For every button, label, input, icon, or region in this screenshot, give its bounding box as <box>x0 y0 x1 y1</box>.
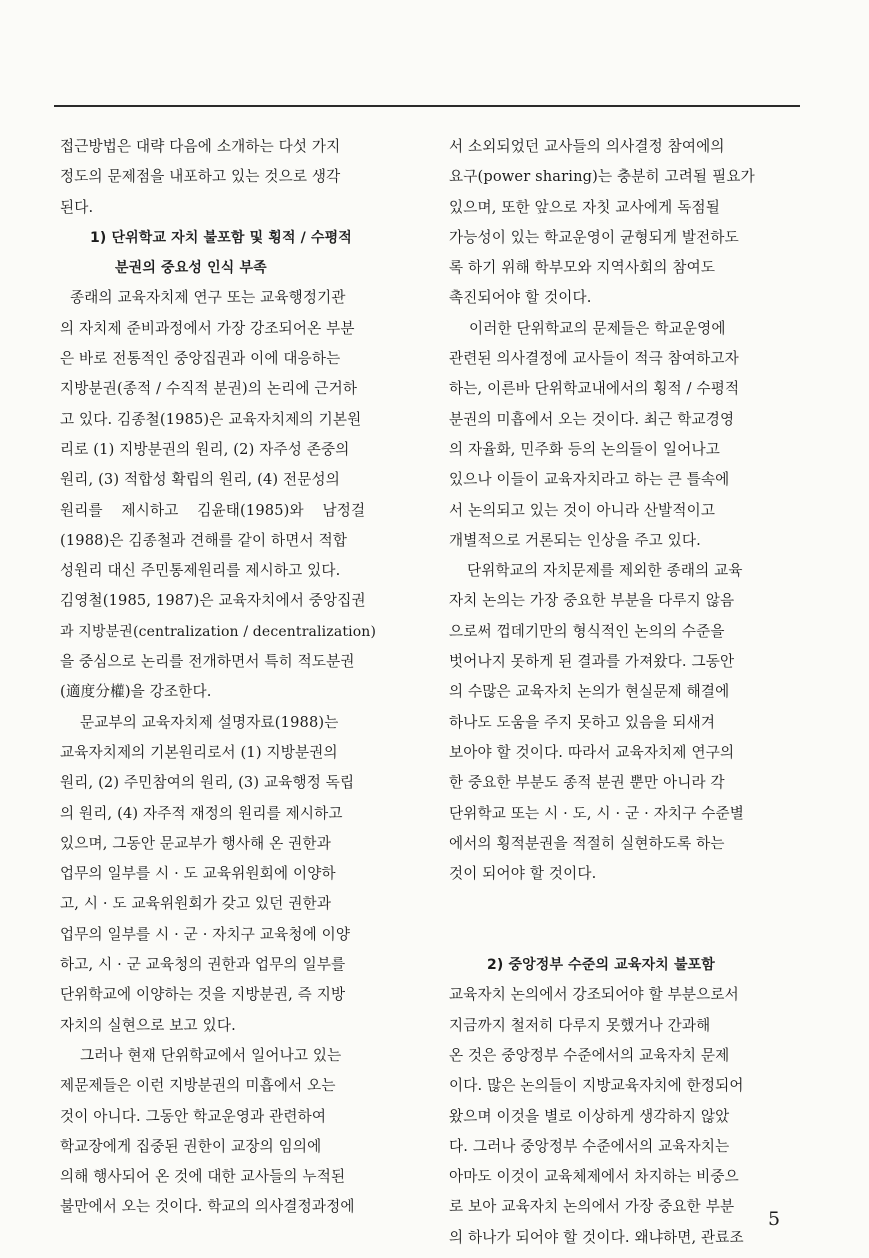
text-line: 있으나 이들이 교육자치라고 하는 큰 틀속에 <box>449 471 730 489</box>
text-line: 자치 논의는 가장 중요한 부분을 다루지 않음 <box>449 592 735 610</box>
paragraph-start: 종래의 교육자치제 연구 또는 교육행정기관 <box>70 289 346 307</box>
section-gap <box>449 889 801 919</box>
text-line: 과 지방분권(centralization / decentralization) <box>60 623 377 640</box>
text-line: 리로 (1) 지방분권의 원리, (2) 자주성 존중의 <box>60 440 350 458</box>
text-line: 업무의 일부를 시 · 군 · 자치구 교육청에 이양 <box>60 925 351 943</box>
text-line: 서 소외되었던 교사들의 의사결정 참여에의 <box>449 138 725 155</box>
text-line: 왔으며 이것을 별로 이상하게 생각하지 않았 <box>449 1107 730 1125</box>
text-line: 분권의 미흡에서 오는 것이다. 최근 학교경영 <box>449 410 735 428</box>
paragraph-start: 이러한 단위학교의 문제들은 학교운영에 <box>469 319 726 337</box>
text-line: 있으며, 또한 앞으로 자칫 교사에게 독점될 <box>449 198 720 216</box>
text-line: 의 원리, (4) 자주적 재정의 원리를 제시하고 <box>60 804 343 822</box>
text-line: 의해 행사되어 온 것에 대한 교사들의 누적된 <box>60 1168 346 1186</box>
text-line: (1988)은 김종철과 견해를 같이 하면서 적합 <box>60 531 348 549</box>
text-line: 김영철(1985, 1987)은 교육자치에서 중앙집권 <box>60 592 366 610</box>
left-column <box>60 132 412 1223</box>
text-line: 개별적으로 거론되는 인상을 주고 있다. <box>449 531 701 549</box>
text-line: 관련된 의사결정에 교사들이 적극 참여하고자 <box>449 350 739 368</box>
text-line: 것이 아니다. 그동안 학교운영과 관련하여 <box>60 1107 327 1125</box>
text-line: 의 자치제 준비과정에서 가장 강조되어온 부분 <box>60 319 355 337</box>
text-line: 단위학교에 이양하는 것을 지방분권, 즉 지방 <box>60 986 346 1004</box>
right-column <box>449 132 801 1253</box>
text-line: 아마도 이것이 교육체제에서 차지하는 비중으 <box>449 1168 739 1186</box>
section-heading: 분권의 중요성 인식 부족 <box>115 260 267 277</box>
text-line: 자치의 실현으로 보고 있다. <box>60 1016 236 1034</box>
text-line: 있으며, 그동안 문교부가 행사해 온 권한과 <box>60 834 331 852</box>
text-line: 원리를 제시하고 김윤태(1985)와 남정걸 <box>60 501 366 519</box>
section-heading: 2) 중앙정부 수준의 교육자치 불포함 <box>487 957 715 974</box>
text-line: 요구(power sharing)는 충분히 고려될 필요가 <box>449 168 755 186</box>
text-line: 불만에서 오는 것이다. 학교의 의사결정과정에 <box>60 1198 355 1216</box>
text-line: 고, 시 · 도 교육위원회가 갖고 있던 권한과 <box>60 895 332 913</box>
text-line: 로 보아 교육자치 논의에서 가장 중요한 부분 <box>449 1198 735 1216</box>
text-line: 정도의 문제점을 내포하고 있는 것으로 생각 <box>60 168 341 186</box>
text-line: 으로써 껍데기만의 형식적인 논의의 수준을 <box>449 622 725 640</box>
header-rule <box>54 105 800 107</box>
text-line: 지금까지 철저히 다루지 못했거나 간과해 <box>449 1016 711 1034</box>
text-line: 원리, (3) 적합성 확립의 원리, (4) 전문성의 <box>60 471 341 489</box>
text-line: 에서의 횡적분권을 적절히 실현하도록 하는 <box>449 834 725 852</box>
text-line: 교육자치 논의에서 강조되어야 할 부분으로서 <box>449 986 739 1004</box>
text-line: 것이 되어야 할 것이다. <box>449 865 597 883</box>
text-line: 촉진되어야 할 것이다. <box>449 289 592 307</box>
text-line: 성원리 대신 주민통제원리를 제시하고 있다. <box>60 562 341 580</box>
text-line: 한 중요한 부분도 종적 분권 뿐만 아니라 각 <box>449 774 725 792</box>
text-line: 교육자치제의 기본원리로서 (1) 지방분권의 <box>60 743 338 761</box>
text-line: 업무의 일부를 시 · 도 교육위원회에 이양하 <box>60 865 336 883</box>
text-line: 의 수많은 교육자치 논의가 현실문제 해결에 <box>449 683 730 701</box>
text-line: 벗어나지 못하게 된 결과를 가져왔다. 그동안 <box>449 653 735 671</box>
text-line: 은 바로 전통적인 중앙집권과 이에 대응하는 <box>60 350 341 368</box>
text-line: (適度分權)을 강조한다. <box>60 683 212 701</box>
text-line: 하고, 시 · 군 교육청의 권한과 업무의 일부를 <box>60 956 346 974</box>
text-line: 이다. 많은 논의들이 지방교육자치에 한정되어 <box>449 1077 744 1095</box>
text-line: 제문제들은 이런 지방분권의 미흡에서 오는 <box>60 1077 336 1095</box>
text-line: 온 것은 중앙정부 수준에서의 교육자치 문제 <box>449 1046 730 1064</box>
text-line: 을 중심으로 논리를 전개하면서 특히 적도분권 <box>60 653 355 671</box>
section-heading: 1) 단위학교 자치 불포함 및 횡적 / 수평적 <box>90 229 352 246</box>
paragraph-start: 그러나 현재 단위학교에서 일어나고 있는 <box>80 1046 342 1064</box>
section-gap <box>449 920 801 950</box>
text-line: 서 논의되고 있는 것이 아니라 산발적이고 <box>449 501 716 519</box>
text-line: 하는, 이른바 단위학교내에서의 횡적 / 수평적 <box>449 380 740 398</box>
paragraph-start: 단위학교의 자치문제를 제외한 종래의 교육 <box>467 562 743 580</box>
text-line: 다. 그러나 중앙정부 수준에서의 교육자치는 <box>449 1137 730 1155</box>
text-line: 가능성이 있는 학교운영이 균형되게 발전하도 <box>449 228 739 246</box>
text-line: 고 있다. 김종철(1985)은 교육자치제의 기본원 <box>60 410 362 428</box>
text-line: 하나도 도움을 주지 못하고 있음을 되새겨 <box>449 713 716 731</box>
text-line: 지방분권(종적 / 수직적 분권)의 논리에 근거하 <box>60 380 358 398</box>
text-line: 원리, (2) 주민참여의 원리, (3) 교육행정 독립 <box>60 774 355 792</box>
paragraph-start: 문교부의 교육자치제 설명자료(1988)는 <box>80 713 339 731</box>
text-line: 보아야 할 것이다. 따라서 교육자치제 연구의 <box>449 743 735 761</box>
text-line: 학교장에게 집중된 권한이 교장의 임의에 <box>60 1137 322 1155</box>
text-line: 록 하기 위해 학부모와 지역사회의 참여도 <box>449 259 716 277</box>
text-line: 단위학교 또는 시 · 도, 시 · 군 · 자치구 수준별 <box>449 804 745 822</box>
text-line: 된다. <box>60 198 94 216</box>
text-line: 의 하나가 되어야 할 것이다. 왜냐하면, 관료조 <box>449 1228 744 1246</box>
text-line: 접근방법은 대략 다음에 소개하는 다섯 가지 <box>60 138 341 155</box>
page-number: 5 <box>768 1208 781 1230</box>
text-line: 의 자율화, 민주화 등의 논의들이 일어나고 <box>449 440 720 458</box>
